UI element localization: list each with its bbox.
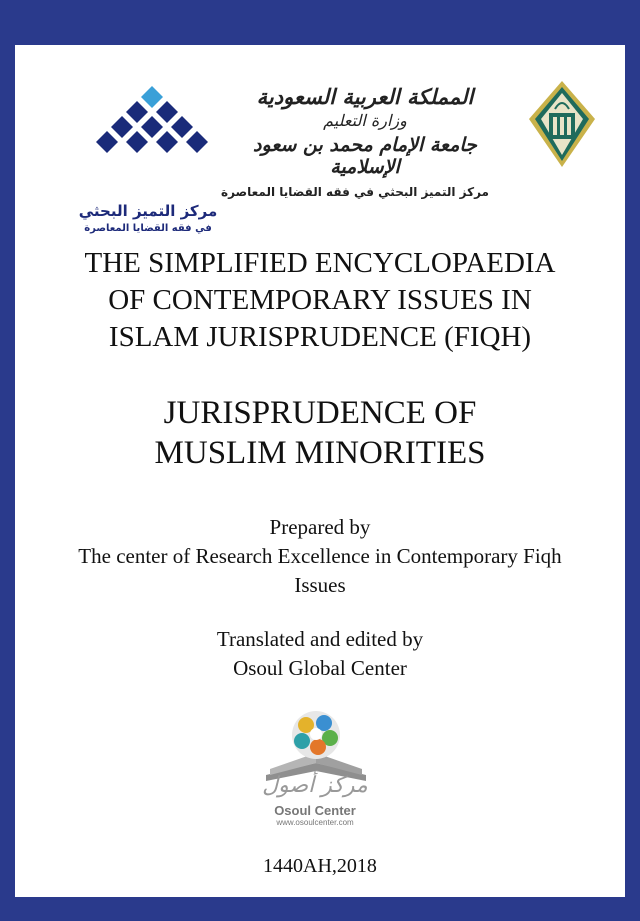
cover-page <box>15 45 625 897</box>
kingdom-name: المملكة العربية السعودية <box>256 85 474 109</box>
osoul-english-name: Osoul Center <box>274 803 356 818</box>
prepared-by-line: The center of Research Excellence in Contemporary Fiqh <box>78 544 562 568</box>
left-logo-title: مركز التميز البحثي <box>78 202 218 220</box>
university-emblem-icon <box>527 79 597 169</box>
title-line: OF CONTEMPORARY ISSUES IN <box>108 284 532 316</box>
university-name: جامعة الإمام محمد بن سعود الإسلامية <box>253 134 477 178</box>
subtitle-line: JURISPRUDENCE OF <box>163 395 477 431</box>
left-logo-subtitle: في فقه القضايا المعاصرة <box>84 223 212 234</box>
book-subtitle <box>15 393 625 473</box>
publication-date: 1440AH,2018 <box>263 855 377 877</box>
translator-name: Osoul Global Center <box>233 656 407 680</box>
title-line: ISLAM JURISPRUDENCE (FIQH) <box>108 321 532 353</box>
center-subline: مركز التميز البحثي في فقه القضايا المعاصرة <box>221 185 489 199</box>
ministry-name: وزارة التعليم <box>323 111 407 130</box>
osoul-url: www.osoulcenter.com <box>276 818 354 827</box>
prepared-by-line: Issues <box>294 573 346 597</box>
book-title <box>15 245 625 356</box>
subtitle-line: MUSLIM MINORITIES <box>154 435 486 471</box>
prepared-by-label: Prepared by <box>269 515 371 539</box>
translated-by-label: Translated and edited by <box>216 627 424 651</box>
diamond-cluster-icon <box>87 85 217 215</box>
translated-by-block <box>15 625 625 683</box>
ministry-crest <box>250 85 480 178</box>
prepared-by-block <box>15 513 625 600</box>
title-line: THE SIMPLIFIED ENCYCLOPAEDIA <box>84 247 556 279</box>
osoul-arabic-name: مركز أصول <box>262 773 368 798</box>
